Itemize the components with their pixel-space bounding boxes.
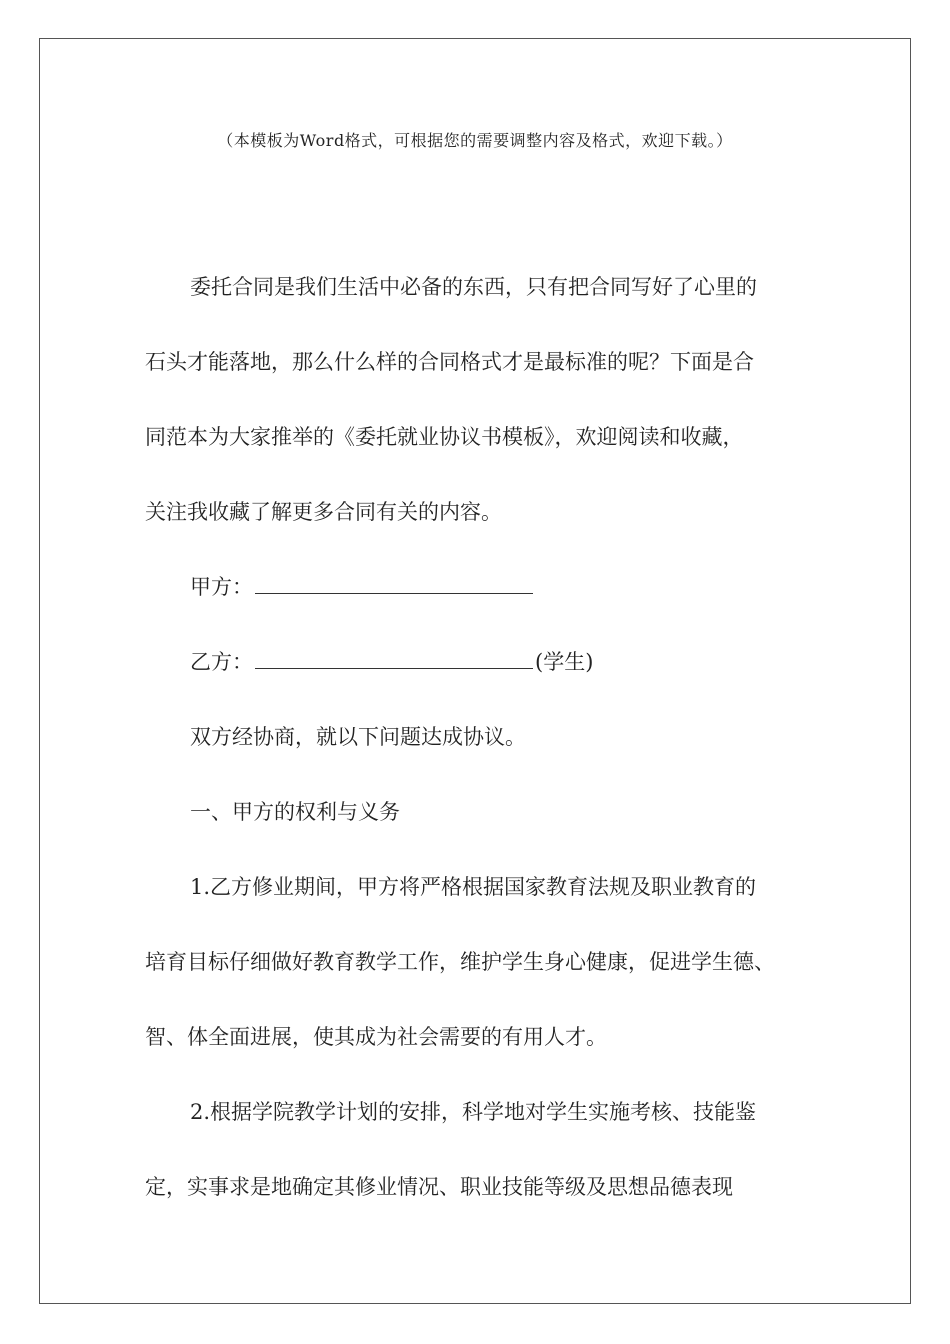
party-b-label: 乙方： (190, 650, 253, 674)
item-1-line-2: 培育目标仔细做好教育教学工作，维护学生身心健康，促进学生德、 (145, 950, 775, 974)
item-2-line-1: 2.根据学院教学计划的安排，科学地对学生实施考核、技能鉴 (190, 1100, 757, 1124)
party-b-suffix: (学生) (535, 650, 594, 674)
item-1-line-1: 1.乙方修业期间，甲方将严格根据国家教育法规及职业教育的 (190, 875, 757, 899)
party-a-blank[interactable] (255, 573, 533, 594)
agreement-line: 双方经协商，就以下问题达成协议。 (190, 725, 526, 749)
item-1-line-3: 智、体全面进展，使其成为社会需要的有用人才。 (145, 1025, 607, 1049)
section-1-title: 一、甲方的权利与义务 (190, 800, 400, 824)
party-a-label: 甲方： (190, 575, 253, 599)
item-2-line-2: 定，实事求是地确定其修业情况、职业技能等级及思想品德表现 (145, 1175, 733, 1199)
template-note: （本模板为Word格式，可根据您的需要调整内容及格式，欢迎下载。） (217, 131, 733, 150)
intro-line-4: 关注我收藏了解更多合同有关的内容。 (145, 500, 502, 524)
intro-line-3: 同范本为大家推举的《委托就业协议书模板》，欢迎阅读和收藏， (145, 425, 744, 449)
intro-line-2: 石头才能落地，那么什么样的合同格式才是最标准的呢？下面是合 (145, 350, 754, 374)
party-b-blank[interactable] (255, 648, 533, 669)
party-b-line (190, 648, 593, 676)
intro-line-1: 委托合同是我们生活中必备的东西，只有把合同写好了心里的 (190, 275, 757, 299)
party-a-line (190, 573, 535, 601)
